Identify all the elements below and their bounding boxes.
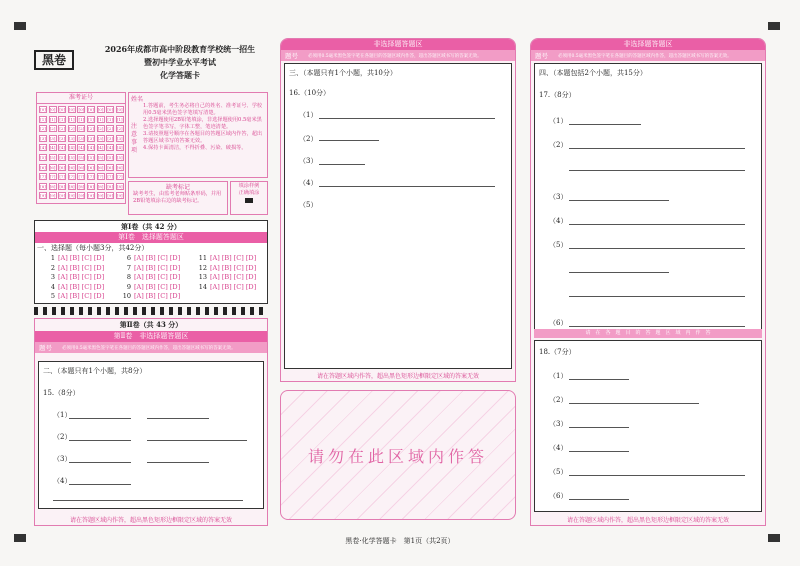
mcq-row[interactable] [197,273,256,281]
part1-bar: 第Ⅰ卷 选择题答题区 [35,232,267,243]
q17-sub: （1） [549,117,568,125]
digit-bubble[interactable]: [6] [107,164,114,170]
part2-panel [34,318,268,526]
answer-line[interactable] [53,500,243,501]
digit-bubble[interactable]: [3] [49,135,56,141]
note-item: 2.选择题使用2B铅笔填涂，非选择题使用0.5毫米黑色签字笔书写，字体工整，笔迹清楚。 [143,117,262,130]
mcq-options[interactable]: [A] [B] [C] [D] [134,254,181,262]
digit-bubble[interactable]: [7] [78,174,85,180]
digit-bubble[interactable]: [8] [97,183,104,189]
digit-bubble[interactable]: [3] [107,135,114,141]
absent-text: 缺考考生，由监考老师贴条形码，并用2B铅笔填涂右边的缺考标记。 [133,191,222,204]
digit-bubble[interactable]: [8] [116,183,123,189]
exam-number-label: 准考证号 [37,93,125,104]
digit-bubble[interactable]: [7] [59,174,66,180]
digit-bubble[interactable]: [4] [68,145,75,151]
mcq-options[interactable]: [A] [B] [C] [D] [58,254,105,262]
mcq-options[interactable]: [A] [B] [C] [D] [134,273,181,282]
q16-sub: （1） [299,111,318,119]
mcq-number: 12 [198,263,207,272]
exam-number-grid[interactable] [37,104,125,204]
digit-bubble[interactable]: [1] [97,116,104,122]
part1-title: 第Ⅰ卷（共 42 分） [121,222,181,231]
part2-head [35,342,267,353]
digit-bubble[interactable]: [1] [116,116,123,122]
q18-sub: （5） [549,468,568,476]
q18-sub: （1） [549,372,568,380]
digit-bubble[interactable]: [6] [88,164,94,170]
badge: 黑卷 [34,50,74,70]
mcq-number: 7 [126,263,131,272]
digit-bubble[interactable]: [9] [59,193,66,199]
digit-bubble[interactable]: [7] [97,174,104,180]
absent-label: 缺考标记 [165,184,190,191]
digit-bubble[interactable]: [1] [40,116,46,122]
q18-sub: （4） [549,444,568,452]
digit-bubble[interactable]: [3] [88,135,94,141]
mcq-number: 8 [126,273,131,282]
mcq-options[interactable]: [A] [B] [C] [D] [134,292,181,301]
mcq-options[interactable]: [A] [B] [C] [D] [210,273,257,282]
absent-box [128,181,228,215]
digit-bubble[interactable]: [8] [40,183,46,189]
answer-line[interactable] [569,224,745,225]
digit-bubble[interactable]: [3] [68,135,75,141]
digit-bubble[interactable]: [8] [78,183,85,189]
digit-bubble[interactable]: [2] [40,126,46,132]
digit-bubble[interactable]: [9] [78,193,85,199]
mcq-number: 14 [198,282,207,291]
note-item: 1.答题前，考生务必将自己的姓名、准考证号、学校用0.5毫米黑色签字笔填写清楚。 [143,103,263,116]
answer-line[interactable] [569,296,745,297]
q16-sub: （5） [299,201,318,209]
col2-head-label: 题号 [285,52,298,60]
digit-bubble[interactable]: [1] [59,116,66,122]
mcq-row[interactable] [197,264,256,272]
answer-line[interactable] [319,140,379,141]
mcq-row[interactable] [197,254,256,262]
col2-head-text: 必须用0.5毫米黑色签字笔在各题目的答题区域内作答，超出答题区域书写的答案无效。 [308,53,482,59]
name-label: 姓名 [131,96,144,103]
q18-area[interactable] [534,340,762,512]
mcq-options[interactable]: [A] [B] [C] [D] [134,282,181,291]
col3-bar: 非选择题答题区 [531,39,765,50]
mcq-number: 9 [126,282,131,291]
q17-label: 17.（8分） [539,91,576,99]
name-box [128,92,268,178]
part2-footer: 请在答题区域内作答，超出黑色矩形边框限定区域的答案无效 [69,517,232,524]
page-footer: 黑卷·化学答题卡 第1页（共2页） [345,537,455,545]
exam-title-line1: 2026年成都市高中阶段教育学校统一招生 [104,44,256,54]
mcq-number: 5 [50,292,55,301]
q18-sub: （6） [549,492,568,500]
digit-bubble[interactable]: [2] [49,126,56,132]
part1-panel [34,220,268,304]
digit-bubble[interactable]: [9] [68,193,75,199]
mcq-number: 2 [50,263,55,272]
mcq-row[interactable] [121,273,180,281]
digit-bubble[interactable]: [8] [88,183,94,189]
digit-bubble[interactable]: [3] [97,135,104,141]
digit-bubble[interactable]: [6] [59,164,66,170]
digit-bubble[interactable]: [3] [40,135,46,141]
mcq-number: 10 [122,292,131,301]
digit-bubble[interactable]: [2] [88,126,94,132]
digit-bubble[interactable]: [4] [49,145,56,151]
digit-bubble[interactable]: [9] [88,193,94,199]
digit-bubble[interactable]: [6] [97,164,104,170]
mcq-row[interactable] [121,264,180,272]
part2-head-text: 必须用0.5毫米黑色签字笔在各题目的答题区域内作答，超出答题区域书写的答案无效。 [62,345,236,351]
answer-line[interactable] [569,427,629,428]
digit-bubble[interactable]: [1] [107,116,114,122]
mcq-number: 6 [126,254,131,262]
mcq-number: 4 [50,282,55,291]
q18-sub: （3） [549,420,568,428]
col3-head [531,50,765,61]
digit-bubble[interactable]: [1] [49,116,56,122]
mcq-row[interactable] [121,292,180,300]
digit-bubble[interactable]: [0] [116,107,123,112]
exam-title-line3: 化学答题卡 [160,70,200,80]
digit-bubble[interactable]: [9] [97,193,104,199]
mcq-number: 1 [50,254,55,262]
digit-bubble[interactable]: [6] [49,164,56,170]
part2-title: 第Ⅱ卷（共 43 分） [119,320,183,329]
no-answer-zone [280,390,516,520]
digit-bubble[interactable]: [4] [78,145,85,151]
digit-bubble[interactable]: [3] [116,135,123,141]
answer-line[interactable] [569,148,745,149]
digit-bubble[interactable]: [0] [107,107,114,112]
digit-bubble[interactable]: [1] [68,116,75,122]
digit-bubble[interactable]: [5] [59,155,66,160]
answer-line[interactable] [319,164,365,165]
digit-bubble[interactable]: [7] [88,174,94,180]
answer-line[interactable] [569,451,629,452]
mcq-row[interactable] [45,264,104,272]
digit-bubble[interactable]: [0] [49,107,56,112]
answer-line[interactable] [147,462,209,463]
digit-bubble[interactable]: [5] [78,155,85,160]
mcq-row[interactable] [45,292,104,300]
mcq-number: 13 [198,273,207,282]
answer-line[interactable] [569,170,745,171]
answer-line[interactable] [569,200,669,201]
answer-line[interactable] [69,418,131,419]
q17-sub: （2） [549,141,568,149]
q16-sub: （3） [299,157,318,165]
fill-example-text: 正确填涂 [238,190,260,196]
digit-bubble[interactable]: [7] [40,174,46,180]
digit-bubble[interactable]: [4] [59,145,66,151]
digit-bubble[interactable]: [9] [40,193,46,199]
digit-bubble[interactable]: [4] [97,145,104,151]
mcq-row[interactable] [45,283,104,291]
col2-bar: 非选择题答题区 [281,39,515,50]
mcq-options[interactable]: [A] [B] [C] [D] [58,282,105,291]
digit-bubble[interactable]: [6] [78,164,85,170]
q17-area[interactable] [534,63,762,337]
answer-line[interactable] [147,418,209,419]
digit-bubble[interactable]: [8] [49,183,56,189]
digit-bubble[interactable]: [8] [59,183,66,189]
digit-bubble[interactable]: [1] [88,116,94,122]
answer-line[interactable] [319,186,495,187]
digit-bubble[interactable]: [5] [40,155,46,160]
part1-section: 一、选择题（每小题3分，共42分） [37,244,149,252]
mcq-options[interactable]: [A] [B] [C] [D] [58,273,105,282]
col3-head-label: 题号 [535,52,548,60]
q17-sub: （3） [549,193,568,201]
col3-head-text: 必须用0.5毫米黑色签字笔在各题目的答题区域内作答，超出答题区域书写的答案无效。 [558,53,732,59]
digit-bubble[interactable]: [9] [116,193,123,199]
digit-bubble[interactable]: [5] [68,155,75,160]
q18-label: 18.（7分） [539,348,576,356]
mcq-options[interactable]: [A] [B] [C] [D] [210,254,257,262]
answer-line[interactable] [69,440,131,441]
answer-line[interactable] [569,248,745,249]
mcq-row[interactable] [197,283,256,291]
col2-footer: 请在答题区域内作答，超出黑色矩形边框限定区域的答案无效 [316,373,479,380]
digit-bubble[interactable]: [7] [49,174,56,180]
exam-title-line2: 暨初中学业水平考试 [144,57,216,67]
digit-bubble[interactable]: [8] [107,183,114,189]
mcq-options[interactable]: [A] [B] [C] [D] [134,263,181,272]
q15-area[interactable] [38,361,264,509]
q15-sub: （4） [53,477,72,485]
note-item: 3.请按照题号顺序在各题目的答题区域内作答，超出答题区域书写的答案无效。 [143,131,263,144]
q16-sub: （2） [299,135,318,143]
digit-bubble[interactable]: [2] [68,126,75,132]
digit-bubble[interactable]: [7] [116,174,123,180]
digit-bubble[interactable]: [4] [40,145,46,151]
digit-bubble[interactable]: [0] [40,107,46,112]
mcq-options[interactable]: [A] [B] [C] [D] [210,263,257,272]
digit-bubble[interactable]: [0] [78,107,85,112]
digit-bubble[interactable]: [0] [97,107,104,112]
mcq-row[interactable] [45,254,104,262]
mcq-grid [35,254,267,304]
col3-footer: 请在答题区域内作答，超出黑色矩形边框限定区域的答案无效 [566,517,729,524]
q15-sub: （2） [53,433,72,441]
notes-label: 注意事项 [131,123,138,154]
digit-bubble[interactable]: [5] [88,155,94,160]
digit-bubble[interactable]: [5] [49,155,56,160]
digit-bubble[interactable]: [3] [78,135,85,141]
part2-bar: 第Ⅱ卷 非选择题答题区 [35,331,267,342]
answer-line[interactable] [569,475,745,476]
digit-bubble[interactable]: [4] [107,145,114,151]
digit-bubble[interactable]: [8] [68,183,75,189]
part2-section: 二、（本题只有1个小题，共8分） [43,367,147,375]
digit-bubble[interactable]: [2] [78,126,85,132]
perforation [34,307,268,315]
mcq-number: 11 [198,254,207,262]
digit-bubble[interactable]: [9] [107,193,114,199]
mcq-options[interactable]: [A] [B] [C] [D] [210,282,257,291]
digit-bubble[interactable]: [0] [88,107,94,112]
exam-number-box [36,92,126,204]
q17-sub: （4） [549,217,568,225]
q15-label: 15.（8分） [43,389,80,397]
col3-section: 四、（本题包括2个小题，共15分） [539,69,647,77]
digit-bubble[interactable]: [5] [116,155,123,160]
mcq-number: 3 [50,273,55,282]
mcq-row[interactable] [121,283,180,291]
digit-bubble[interactable]: [5] [107,155,114,160]
q18-sub: （2） [549,396,568,404]
digit-bubble[interactable]: [6] [68,164,75,170]
digit-bubble[interactable]: [0] [59,107,66,112]
col3-panel [530,38,766,526]
q16-label: 16.（10分） [289,89,331,97]
col2-section: 三、（本题只有1个小题，共10分） [289,69,397,77]
fill-example-label: 填涂样例 [238,183,260,189]
digit-bubble[interactable]: [6] [40,164,46,170]
timing-mark [14,22,26,30]
digit-bubble[interactable]: [2] [59,126,66,132]
digit-bubble[interactable]: [7] [107,174,114,180]
answer-line[interactable] [69,462,131,463]
fill-example-box [230,181,268,215]
answer-line[interactable] [569,272,669,273]
q16-sub: （4） [299,179,318,187]
q17-sub: （6） [549,319,568,327]
digit-bubble[interactable]: [0] [68,107,75,112]
answer-line[interactable] [569,499,629,500]
answer-line[interactable] [569,124,641,125]
digit-bubble[interactable]: [3] [59,135,66,141]
digit-bubble[interactable]: [2] [97,126,104,132]
digit-bubble[interactable]: [2] [116,126,123,132]
digit-bubble[interactable]: [1] [78,116,85,122]
part2-head-label: 题号 [39,344,52,352]
digit-bubble[interactable]: [6] [116,164,123,170]
col3-divider: 请 在 各 题 目 的 答 题 区 域 内 作 答 [534,329,762,338]
filled-mark-icon [245,198,253,203]
digit-bubble[interactable]: [4] [88,145,94,151]
q15-sub: （1） [53,411,72,419]
no-answer-text: 请勿在此区域内作答 [307,446,488,466]
timing-mark [768,22,780,30]
mcq-options[interactable]: [A] [B] [C] [D] [58,292,105,301]
col2-panel [280,38,516,382]
q16-area[interactable] [284,63,512,369]
answer-line[interactable] [319,118,495,119]
answer-line[interactable] [569,403,699,404]
digit-bubble[interactable]: [9] [49,193,56,199]
digit-bubble[interactable]: [4] [116,145,123,151]
digit-bubble[interactable]: [5] [97,155,104,160]
col2-head [281,50,515,61]
answer-line[interactable] [69,484,131,485]
q17-sub: （5） [549,241,568,249]
mcq-row[interactable] [121,254,180,262]
answer-line[interactable] [147,440,247,441]
q15-sub: （3） [53,455,72,463]
note-item: 4.保持卡面清洁，不得折叠、污染、破损等。 [143,145,247,151]
answer-line[interactable] [569,379,629,380]
answer-line[interactable] [569,326,745,327]
mcq-options[interactable]: [A] [B] [C] [D] [58,263,105,272]
mcq-row[interactable] [45,273,104,281]
notes-list [143,103,265,152]
digit-bubble[interactable]: [7] [68,174,75,180]
digit-bubble[interactable]: [2] [107,126,114,132]
